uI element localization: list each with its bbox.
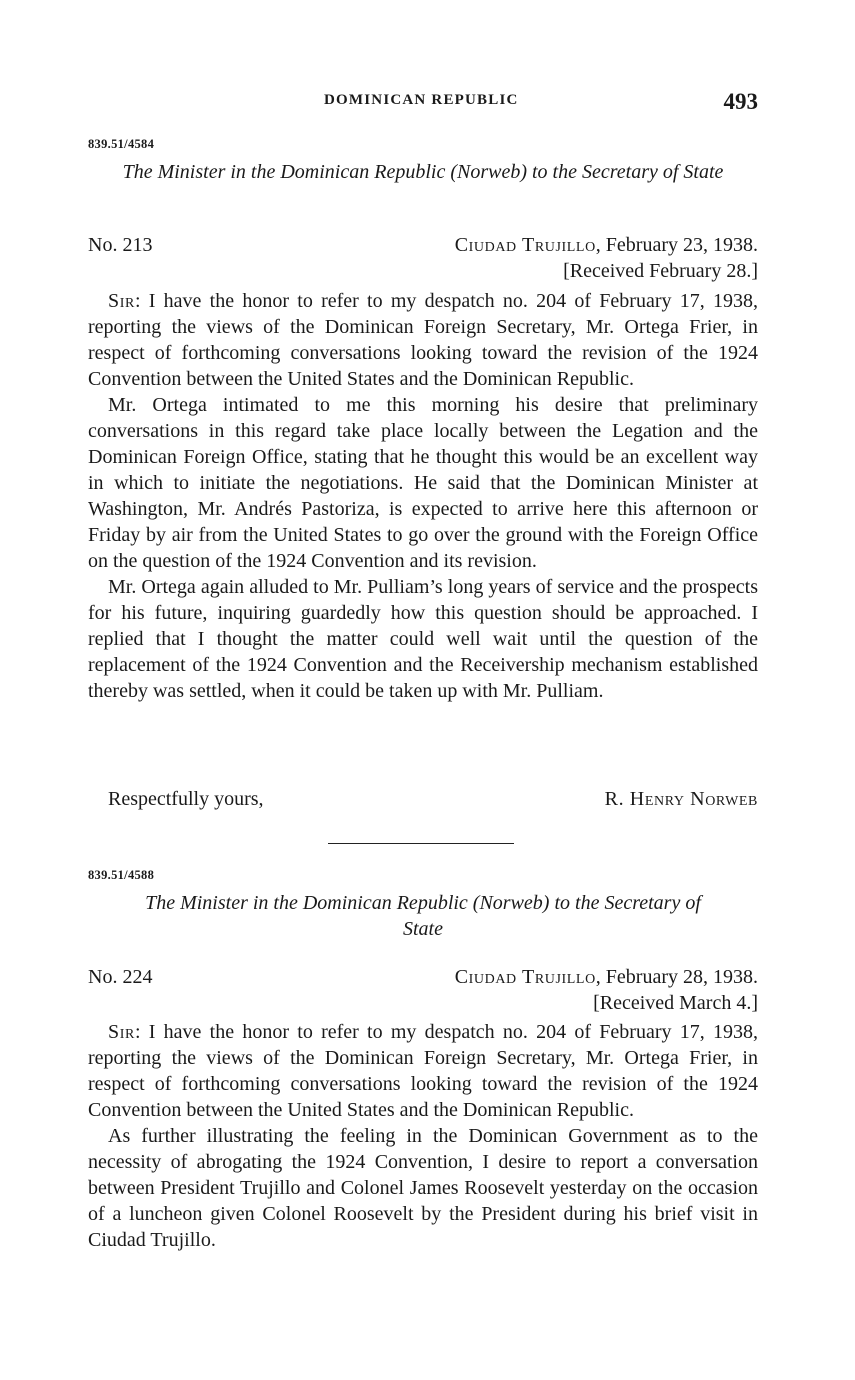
despatch-number: No. 213 xyxy=(88,234,153,256)
document-body xyxy=(88,1019,758,1253)
paragraph: Mr. Ortega again alluded to Mr. Pulliam’s long years of service and the prospects for his future, inquiring guardedly how this question should be approached. I replied that I thought the matter could well wait until the question of the replacement of the 1924 Convention and the Receivership mechanism established thereby was settled, when it could be taken up with Mr. Pulliam. xyxy=(88,576,758,702)
paragraph: Sir: I have the honor to refer to my despatch no. 204 of February 17, 1938, reporting the views of the Dominican Foreign Secretary, Mr. Ortega Frier, in respect of forthcoming conversations looking toward the revision of the 1924 Convention between the United States and the Dominican Republic. xyxy=(88,1021,758,1121)
salutation: Sir xyxy=(108,1021,135,1043)
received-note: [Received March 4.] xyxy=(593,992,758,1014)
place-and-date xyxy=(455,964,758,990)
running-head-title: DOMINICAN REPUBLIC xyxy=(324,92,519,108)
section-divider xyxy=(328,843,514,844)
document-title: The Minister in the Dominican Republic (Norweb) to the Secretary of State xyxy=(145,892,701,940)
place-name: Ciudad Trujillo xyxy=(454,234,596,256)
received-note: [Received February 28.] xyxy=(563,260,758,282)
paragraph: As further illustrating the feeling in the Dominican Government as to the necessity of abrogating the 1924 Convention, I desire to report a conversation between President Trujillo and Colonel James Roosevelt yesterday on the occasion of a luncheon given Colonel Roosevelt by the President during his brief visit in Ciudad Trujillo. xyxy=(88,1125,758,1251)
place-name: Ciudad Trujillo xyxy=(454,966,596,988)
paragraph: Sir: I have the honor to refer to my despatch no. 204 of February 17, 1938, reporting the views of the Dominican Foreign Secretary, Mr. Ortega Frier, in respect of forthcoming conversations looking toward the revision of the 1924 Convention between the United States and the Dominican Republic. xyxy=(88,290,758,390)
dateline xyxy=(88,964,758,990)
document-body xyxy=(88,288,758,704)
paragraph: Mr. Ortega intimated to me this morning his desire that preliminary conversations in this regard take place locally between the Legation and the Dominican Foreign Office, stating that he thought this would be an excellent way in which to initiate the negotiations. He said that the Dominican Minister at Washington, Mr. Andrés Pastoriza, is expected to arrive here this afternoon or Friday by air from the United States to go over the ground with the Foreign Office on the question of the 1924 Convention and its revision. xyxy=(88,394,758,572)
page-number: 493 xyxy=(723,89,758,114)
complimentary-close: Respectfully yours, xyxy=(108,788,264,810)
salutation: Sir xyxy=(108,290,135,312)
despatch-number: No. 224 xyxy=(88,966,153,988)
date: , February 28, 1938. xyxy=(595,966,758,988)
closing xyxy=(88,786,758,812)
dateline xyxy=(88,232,758,258)
file-number: 839.51/4588 xyxy=(88,868,155,882)
document-title: The Minister in the Dominican Republic (Norweb) to the Secretary of State xyxy=(122,161,724,183)
file-number: 839.51/4584 xyxy=(88,137,155,151)
signature: R. Henry Norweb xyxy=(604,788,758,810)
running-head xyxy=(88,89,758,115)
place-and-date xyxy=(455,232,758,258)
date: , February 23, 1938. xyxy=(595,234,758,256)
